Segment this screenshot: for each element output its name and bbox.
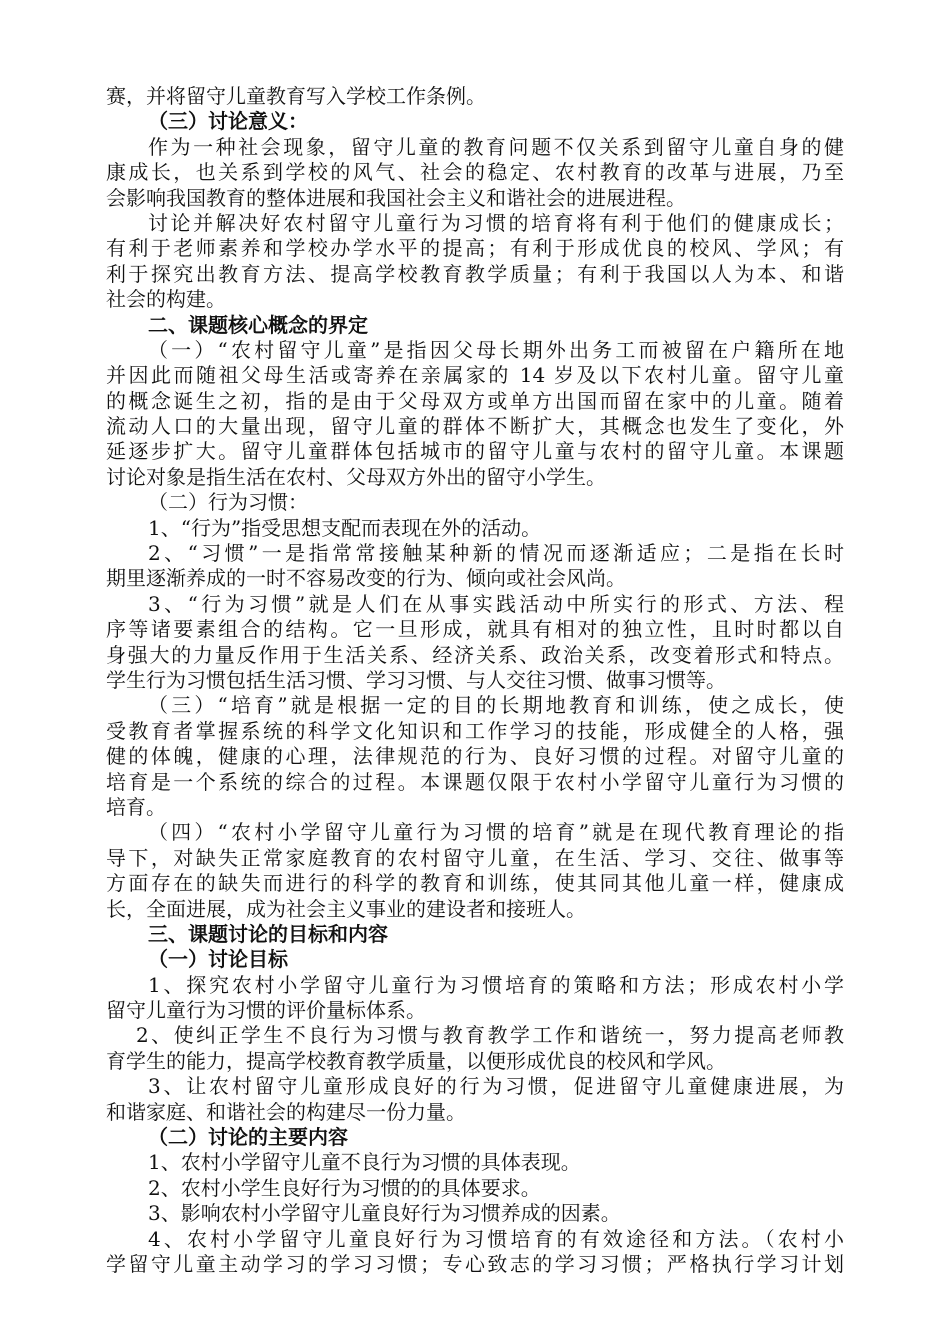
document-page <box>106 84 844 1277</box>
paragraph-line: 4、农村小学留守儿童良好行为习惯培育的有效途径和方法。（农村小 <box>148 1226 844 1251</box>
paragraph-line: 学生行为习惯包括生活习惯、学习习惯、与人交往习惯、做事习惯等。 <box>106 667 726 692</box>
paragraph-line: 有利于老师素养和学校办学水平的提高；有利于形成优良的校风、学风；有 <box>106 236 844 261</box>
paragraph-line: 留守儿童行为习惯的评价量标体系。 <box>106 998 426 1023</box>
paragraph-line: 3、让农村留守儿童形成良好的行为习惯，促进留守儿童健康进展，为 <box>148 1074 844 1099</box>
paragraph-line: 受教育者掌握系统的科学文化知识和工作学习的技能，形成健全的人格，强 <box>106 718 844 743</box>
paragraph-line: 长，全面进展，成为社会主义事业的建设者和接班人。 <box>106 896 586 921</box>
paragraph-line: 流动人口的大量出现，留守儿童的群体不断扩大，其概念也发生了变化，外 <box>106 414 844 439</box>
paragraph-line: 1、农村小学留守儿童不良行为习惯的具体表现。 <box>148 1150 581 1175</box>
paragraph-line: 利于探究出教育方法、提高学校教育教学质量；有利于我国以人为本、和谐 <box>106 261 844 286</box>
paragraph-line: 社会的构建。 <box>106 287 226 312</box>
paragraph-line: 1、探究农村小学留守儿童行为习惯培育的策略和方法；形成农村小学 <box>148 972 844 997</box>
section-heading: （一）讨论目标 <box>148 947 288 972</box>
paragraph-line: （一）“农村留守儿童”是指因父母长期外出务工而被留在户籍所在地 <box>148 337 844 362</box>
paragraph-line: 并因此而随祖父母生活或寄养在亲属家的 14 岁及以下农村儿童。留守儿童 <box>106 363 844 388</box>
paragraph-line: （四）“农村小学留守儿童行为习惯的培育”就是在现代教育理论的指 <box>148 820 844 845</box>
paragraph-line: 3、“行为习惯”就是人们在从事实践活动中所实行的形式、方法、程 <box>148 591 844 616</box>
paragraph-line: 延逐步扩大。留守儿童群体包括城市的留守儿童与农村的留守儿童。本课题 <box>106 439 844 464</box>
paragraph-line: 1、“行为”指受思想支配而表现在外的活动。 <box>148 515 542 540</box>
paragraph-line: 方面存在的缺失而进行的科学的教育和训练，使其同其他儿童一样，健康成 <box>106 871 844 896</box>
paragraph-line: 讨论并解决好农村留守儿童行为习惯的培育将有利于他们的健康成长； <box>148 210 844 235</box>
section-heading: 三、课题讨论的目标和内容 <box>148 921 388 946</box>
paragraph-line: 会影响我国教育的整体进展和我国社会主义和谐社会的进展进程。 <box>106 185 686 210</box>
paragraph-line: 2、使纠正学生不良行为习惯与教育教学工作和谐统一，努力提高老师教 <box>136 1023 844 1048</box>
section-heading: （三）讨论意义： <box>148 109 308 134</box>
paragraph-line: 健的体魄，健康的心理，法律规范的行为、良好习惯的过程。对留守儿童的 <box>106 744 844 769</box>
paragraph-line: 2、农村小学生良好行为习惯的的具体要求。 <box>148 1175 541 1200</box>
paragraph-line: 的概念诞生之初，指的是由于父母双方或单方出国而留在家中的儿童。随着 <box>106 388 844 413</box>
paragraph-line: 身强大的力量反作用于生活关系、经济关系、政治关系，改变着形式和特点。 <box>106 642 844 667</box>
section-heading: （二）讨论的主要内容 <box>148 1125 348 1150</box>
paragraph-line: 培育是一个系统的综合的过程。本课题仅限于农村小学留守儿童行为习惯的 <box>106 769 844 794</box>
paragraph-line: 3、影响农村小学留守儿童良好行为习惯养成的因素。 <box>148 1201 621 1226</box>
subheading-line: （二）行为习惯： <box>148 490 308 515</box>
paragraph-line: 育学生的能力，提高学校教育教学质量，以便形成优良的校风和学风。 <box>106 1048 726 1073</box>
paragraph-line: 作为一种社会现象，留守儿童的教育问题不仅关系到留守儿童自身的健 <box>148 134 844 159</box>
paragraph-line: 导下，对缺失正常家庭教育的农村留守儿童，在生活、学习、交往、做事等 <box>106 845 844 870</box>
paragraph-line: 学留守儿童主动学习的学习习惯；专心致志的学习习惯；严格执行学习计划 <box>106 1251 844 1276</box>
paragraph-line: 期里逐渐养成的一时不容易改变的行为、倾向或社会风尚。 <box>106 566 626 591</box>
section-heading: 二、课题核心概念的界定 <box>148 312 368 337</box>
paragraph-line: 讨论对象是指生活在农村、父母双方外出的留守小学生。 <box>106 464 606 489</box>
text-line: 赛，并将留守儿童教育写入学校工作条例。 <box>106 84 486 108</box>
paragraph-line: （三）“培育”就是根据一定的目的长期地教育和训练，使之成长，使 <box>148 693 844 718</box>
paragraph-line: 序等诸要素组合的结构。它一旦形成，就具有相对的独立性，且时时都以自 <box>106 617 844 642</box>
paragraph-line: 和谐家庭、和谐社会的构建尽一份力量。 <box>106 1099 466 1124</box>
paragraph-line: 康成长，也关系到学校的风气、社会的稳定、农村教育的改革与进展，乃至 <box>106 160 844 185</box>
paragraph-line: 2、“习惯”一是指常常接触某种新的情况而逐渐适应；二是指在长时 <box>148 541 844 566</box>
paragraph-line: 培育。 <box>106 794 166 819</box>
